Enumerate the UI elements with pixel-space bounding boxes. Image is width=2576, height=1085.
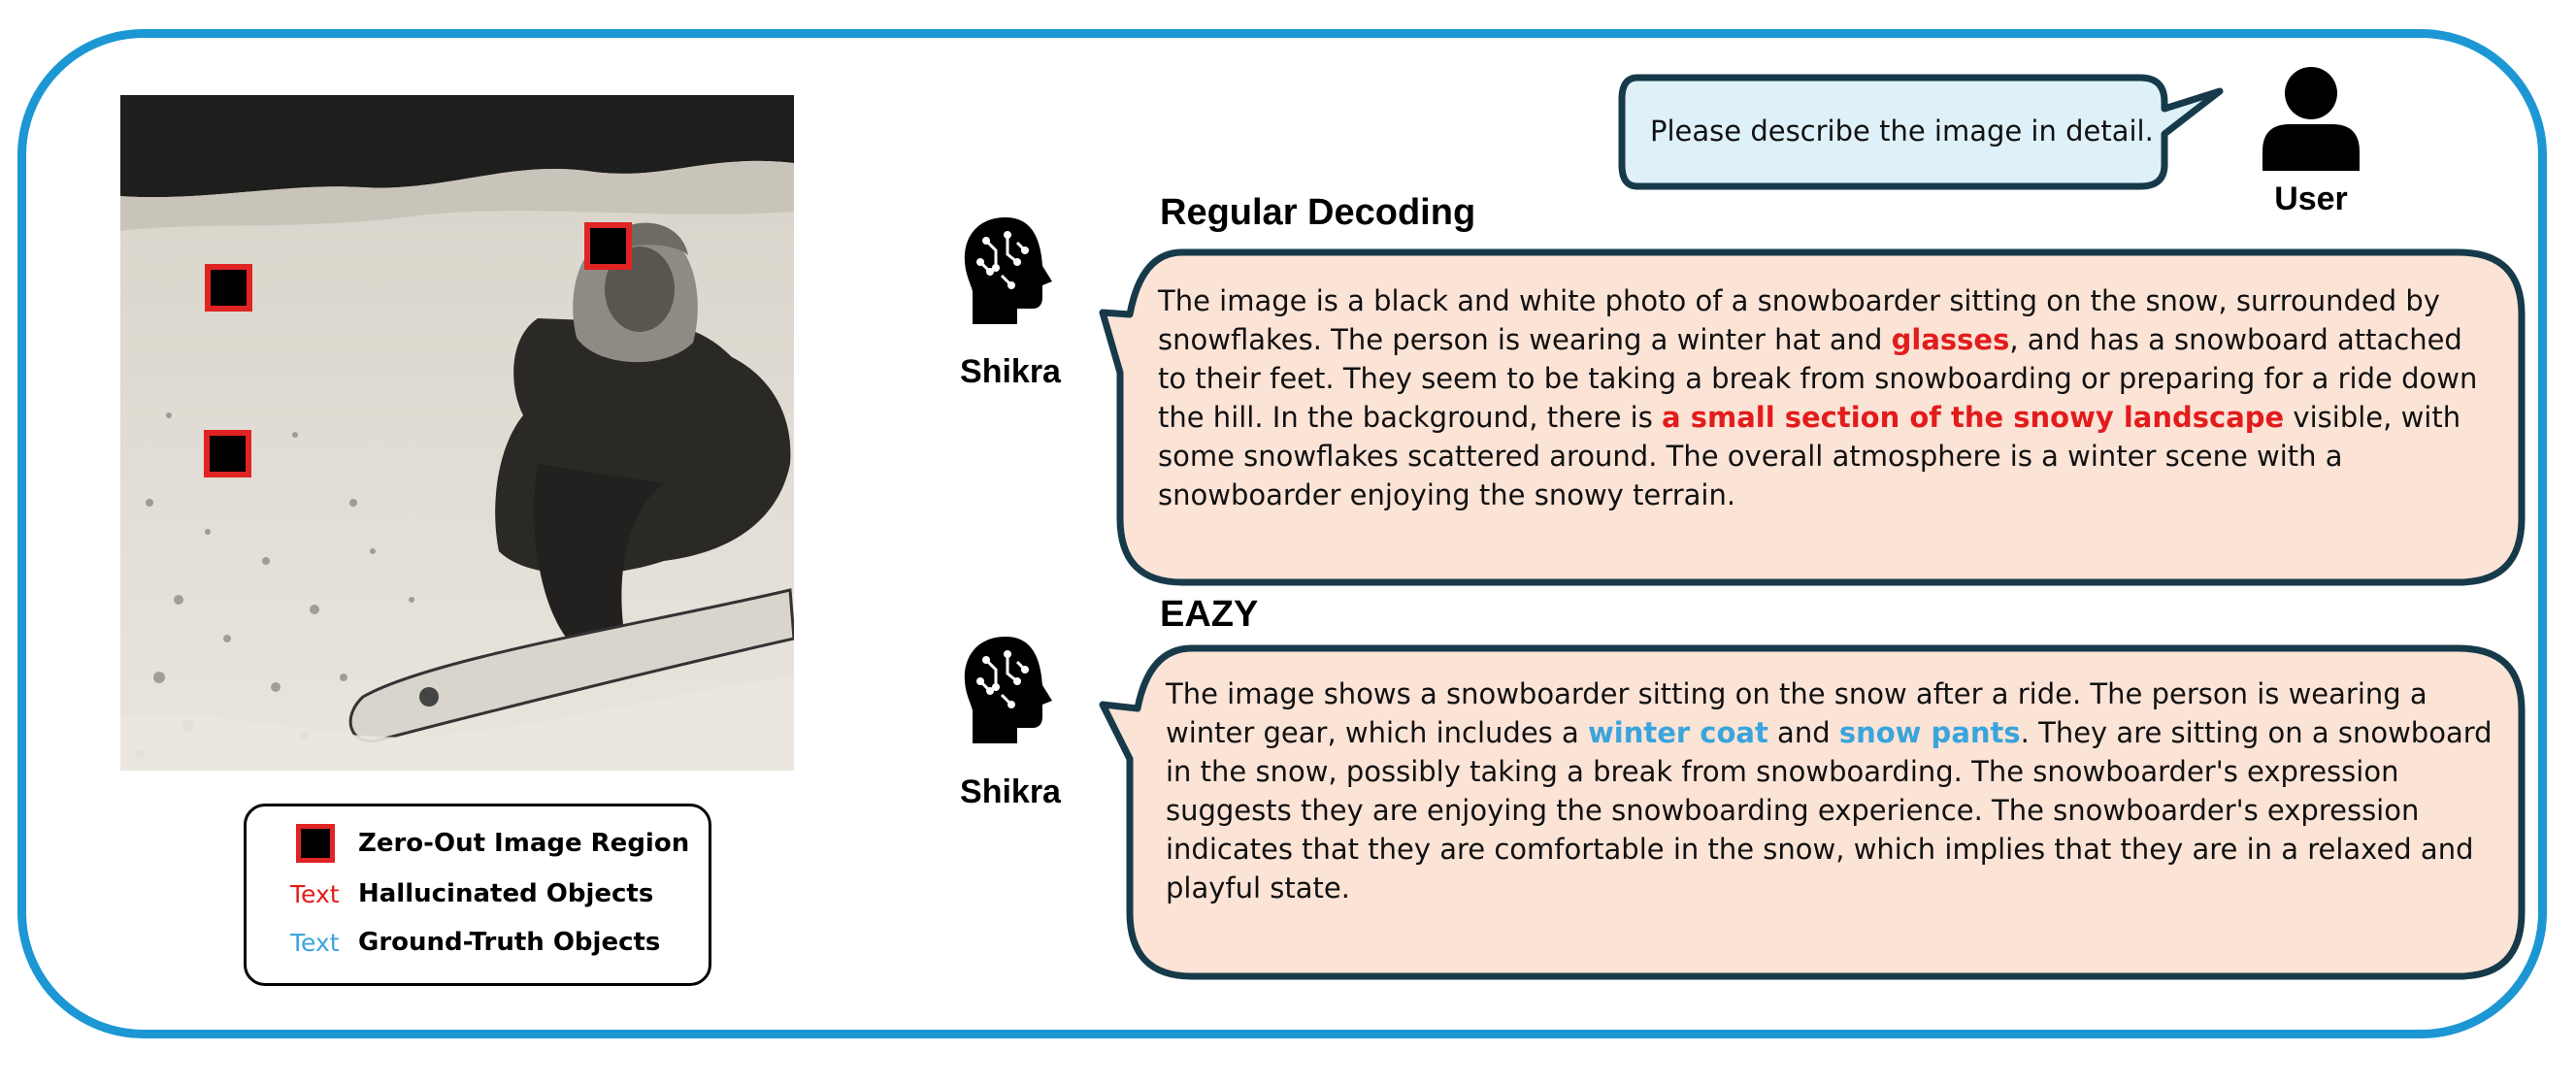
legend [244, 804, 711, 986]
legend-ground-truth-label: Ground-Truth Objects [358, 928, 661, 957]
eazy-seg-2: and [1767, 716, 1839, 749]
zero-out-swatch-icon [296, 824, 335, 863]
ground-truth-marker: Text [290, 928, 340, 957]
brain-head-icon [957, 212, 1064, 328]
eazy-seg-0: The image shows a snowboarder sitting on the snow after a ride. The person is wearing a winter gear, which includes a [1166, 677, 2427, 749]
user-label: User [2274, 181, 2348, 217]
ground-truth-snow-pants: snow pants [1838, 716, 2021, 749]
legend-zero-out-label: Zero-Out Image Region [358, 829, 690, 858]
hallucinated-marker: Text [290, 879, 340, 908]
ground-truth-winter-coat: winter coat [1587, 716, 1768, 749]
user-icon [2258, 64, 2364, 176]
regular-seg-2: , and has a snowboard attached to their feet. They seem to be taking a break from snowboarding or preparing for a ride down the hill. In the background, there is [1158, 323, 2478, 434]
zero-out-region-2 [584, 222, 632, 270]
zero-out-region-1 [205, 264, 252, 312]
brain-head-icon [957, 631, 1064, 747]
regular-seg-0: The image is a black and white photo of a snowboarder sitting on the snow, surrounded by snowflakes. The person is wearing a winter hat and [1158, 284, 2440, 356]
legend-row-hallucinated [290, 874, 653, 913]
user-prompt-text: Please describe the image in detail. [1650, 115, 2154, 148]
legend-row-zero-out [290, 824, 689, 863]
eazy-seg-4: . They are sitting on a snowboard in the snow, possibly taking a break from snowboarding. The snowboarder's expression suggests they are enjoying the snowboarding experience. The snowboarder's expression indicates that they are comfortable in the snow, which implies that they are in a relaxed and playful state. [1166, 716, 2493, 904]
hallucinated-landscape: a small section of the snowy landscape [1662, 401, 2285, 434]
legend-row-ground-truth [290, 923, 660, 962]
hallucinated-glasses: glasses [1891, 323, 2010, 356]
snowboarder-photo [120, 95, 794, 771]
regular-seg-4: visible, with some snowflakes scattered around. The overall atmosphere is a winter scene with a snowboarder enjoying the snowy terrain. [1158, 401, 2461, 511]
regular-response-text [1158, 281, 2493, 514]
eazy-model-label: Shikra [960, 773, 1061, 810]
legend-hallucinated-label: Hallucinated Objects [358, 879, 654, 908]
eazy-title: EAZY [1160, 594, 1259, 635]
regular-decoding-title: Regular Decoding [1160, 192, 1476, 233]
regular-model-label: Shikra [960, 353, 1061, 390]
zero-out-region-3 [204, 430, 251, 477]
eazy-response-text [1166, 674, 2493, 907]
